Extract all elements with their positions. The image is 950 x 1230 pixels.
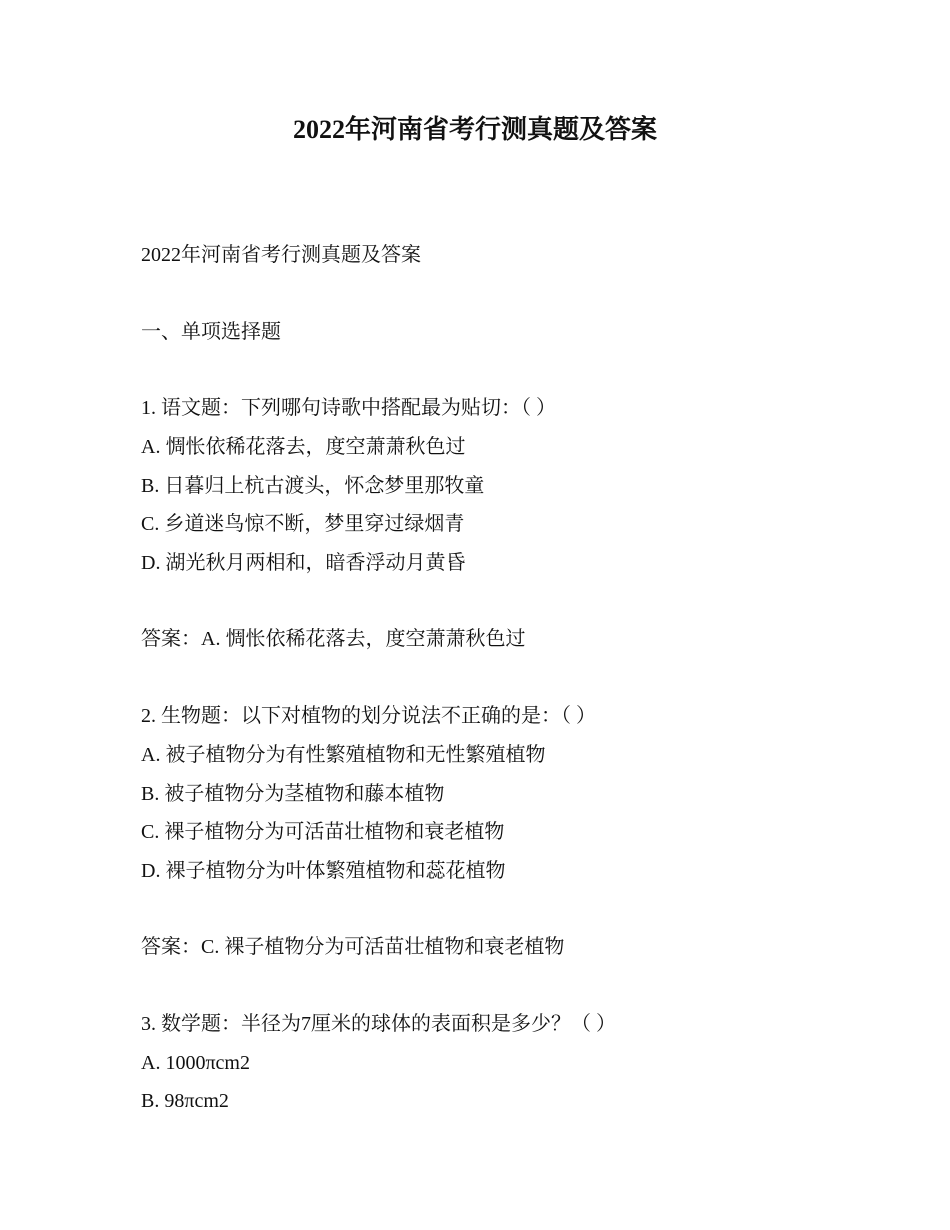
question-1-option-a: A. 惆怅依稀花落去，度空萧萧秋色过 (141, 436, 466, 458)
question-2-option-d: D. 裸子植物分为叶体繁殖植物和蕊花植物 (141, 860, 506, 882)
question-1-stem: 1. 语文题：下列哪句诗歌中搭配最为贴切：（ ） (141, 397, 556, 419)
question-1-answer: 答案：A. 惆怅依稀花落去，度空萧萧秋色过 (141, 628, 526, 650)
question-3-option-a: A. 1000πcm2 (141, 1052, 250, 1074)
document-subtitle: 2022年河南省考行测真题及答案 (141, 244, 421, 266)
question-3-option-b: B. 98πcm2 (141, 1090, 229, 1112)
question-2-option-c: C. 裸子植物分为可活苗壮植物和衰老植物 (141, 821, 505, 843)
question-1-option-c: C. 乡道迷鸟惊不断，梦里穿过绿烟青 (141, 513, 465, 535)
section-heading: 一、单项选择题 (141, 321, 281, 343)
question-1-option-b: B. 日暮归上杭古渡头，怀念梦里那牧童 (141, 475, 485, 497)
question-2-option-b: B. 被子植物分为茎植物和藤本植物 (141, 783, 445, 805)
question-2-stem: 2. 生物题：以下对植物的划分说法不正确的是：（ ） (141, 705, 596, 727)
question-2-option-a: A. 被子植物分为有性繁殖植物和无性繁殖植物 (141, 744, 546, 766)
question-3-stem: 3. 数学题：半径为7厘米的球体的表面积是多少？（ ） (141, 1013, 616, 1035)
question-2-answer: 答案：C. 裸子植物分为可活苗壮植物和衰老植物 (141, 936, 565, 958)
question-1-option-d: D. 湖光秋月两相和，暗香浮动月黄昏 (141, 552, 466, 574)
document-title: 2022年河南省考行测真题及答案 (292, 115, 657, 144)
